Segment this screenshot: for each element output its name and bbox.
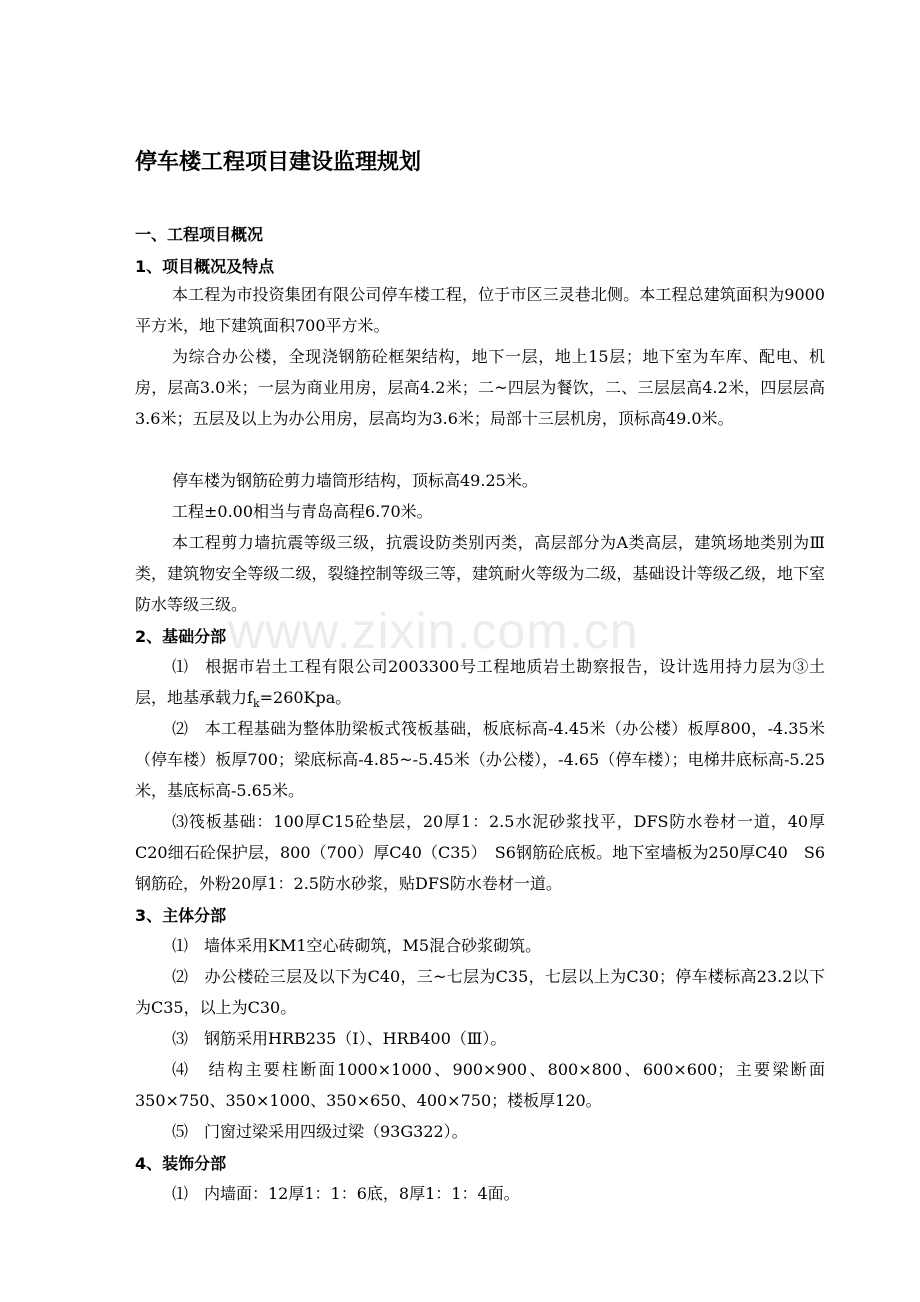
- list-item-foundation-3: ⑶筏板基础：100厚C15砼垫层，20厚1：2.5水泥砂浆找平，DFS防水卷材一道，40厚C20细石砼保护层，800（700）厚C40（C35） S6钢筋砼底板。地下室墙板为250厚C40 S6钢筋砼，外粉20厚1：2.5防水砂浆，贴DFS防水卷材一道。: [135, 812, 825, 893]
- list-item-foundation-1: [135, 651, 825, 719]
- subsection-heading-decoration: 4、装饰分部: [135, 1154, 227, 1173]
- subsection-heading-structure: 3、主体分部: [135, 906, 227, 925]
- list-item-structure-4: ⑷ 结构主要柱断面1000×1000、900×900、800×800、600×600；主要梁断面350×750、350×1000、350×650、400×750；楼板厚120。: [135, 1060, 825, 1110]
- document-title: 停车楼工程项目建设监理规划: [135, 150, 422, 175]
- foundation-1-text: ⑴ 根据市岩土工程有限公司2003300号工程地质岩土勘察报告，设计选用持力层为③土层，地基承载力f: [135, 657, 825, 707]
- list-item-structure-5: ⑸ 门窗过梁采用四级过梁（93G322）。: [172, 1122, 468, 1141]
- paragraph-office-building: 为综合办公楼，全现浇钢筋砼框架结构，地下一层，地上15层；地下室为车库、配电、机房，层高3.0米；一层为商业用房，层高4.2米；二~四层为餐饮，二、三层层高4.2米，四层层高3.6米；五层及以上为办公用房，层高均为3.6米；局部十三层机房，顶标高49.0米。: [135, 347, 825, 428]
- list-item-structure-1: ⑴ 墙体采用KM1空心砖砌筑，M5混合砂浆砌筑。: [172, 936, 542, 955]
- section-heading-overview: 一、工程项目概况: [135, 225, 264, 244]
- paragraph-project-intro: 本工程为市投资集团有限公司停车楼工程，位于市区三灵巷北侧。本工程总建筑面积为9000平方米，地下建筑面积700平方米。: [135, 285, 825, 335]
- paragraph-elevation: 工程±0.00相当与青岛高程6.70米。: [172, 502, 433, 521]
- subsection-heading-features: 1、项目概况及特点: [135, 257, 275, 276]
- list-item-decoration-1: ⑴ 内墙面：12厚1：1：6底，8厚1：1：4面。: [172, 1184, 520, 1203]
- list-item-foundation-2: ⑵ 本工程基础为整体肋梁板式筏板基础，板底标高-4.45米（办公楼）板厚800，-4.35米（停车楼）板厚700；梁底标高-4.85~-5.45米（办公楼），-4.65（停车楼）；电梯井底标高-5.25米，基底标高-5.65米。: [135, 719, 825, 800]
- paragraph-parking-structure: 停车楼为钢筋砼剪力墙筒形结构，顶标高49.25米。: [172, 471, 538, 490]
- foundation-1-subscript: k: [252, 697, 260, 711]
- list-item-structure-2: ⑵ 办公楼砼三层及以下为C40，三~七层为C35，七层以上为C30；停车楼标高23.2以下为C35，以上为C30。: [135, 967, 825, 1017]
- watermark: www.zixin.com.cn: [228, 603, 639, 659]
- subsection-heading-foundation: 2、基础分部: [135, 627, 227, 646]
- paragraph-seismic-grade: 本工程剪力墙抗震等级三级，抗震设防类别丙类，高层部分为A类高层，建筑场地类别为Ⅲ类，建筑物安全等级二级，裂缝控制等级三等，建筑耐火等级为二级，基础设计等级乙级，地下室防水等级三级。: [135, 533, 825, 614]
- foundation-1-tail: =260Kpa。: [259, 688, 352, 707]
- list-item-structure-3: ⑶ 钢筋采用HRB235（Ⅰ）、HRB400（Ⅲ）。: [172, 1029, 507, 1048]
